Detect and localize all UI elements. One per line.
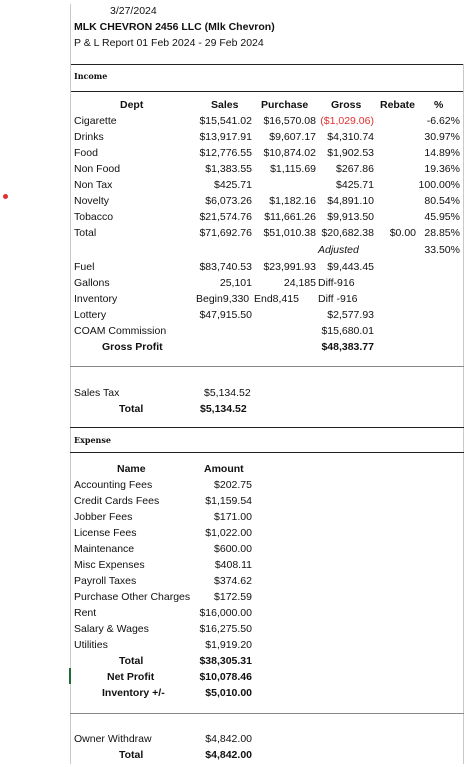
row-selection-indicator bbox=[69, 668, 71, 684]
coam-label: COAM Commission bbox=[74, 325, 167, 337]
gallons-purchased: 24,185 bbox=[283, 277, 316, 289]
inventory-label: Inventory bbox=[74, 293, 118, 305]
gallons-sold: 25,101 bbox=[219, 277, 252, 289]
inventory-diff: Diff -916 bbox=[318, 293, 358, 305]
pct-value: -6.62% bbox=[426, 115, 460, 127]
report-date: 3/27/2024 bbox=[110, 5, 157, 17]
expense-name: Salary & Wages bbox=[74, 623, 149, 635]
pct-value: 80.54% bbox=[424, 195, 460, 207]
owner-withdraw-label: Owner Withdraw bbox=[74, 733, 152, 745]
expense-amount: $1,022.00 bbox=[205, 527, 252, 539]
section-divider bbox=[70, 91, 464, 92]
dept-total-label: Total bbox=[74, 227, 97, 239]
sales-value: $6,073.26 bbox=[205, 195, 252, 207]
dept-name: Non Tax bbox=[74, 179, 113, 191]
owner-total-label: Total bbox=[119, 749, 144, 761]
row-marker-icon bbox=[3, 194, 8, 199]
pct-value: 30.97% bbox=[424, 131, 460, 143]
sales-value: $21,574.76 bbox=[199, 211, 252, 223]
purchase-value: $1,115.69 bbox=[270, 163, 316, 175]
dept-name: Drinks bbox=[74, 131, 104, 143]
fuel-sales: $83,740.53 bbox=[199, 261, 252, 273]
expense-name: Jobber Fees bbox=[74, 511, 133, 523]
dept-name: Tobacco bbox=[74, 211, 114, 223]
purchase-total: $51,010.38 bbox=[263, 227, 316, 239]
expense-name: Misc Expenses bbox=[74, 559, 145, 571]
dept-name: Novelty bbox=[74, 195, 110, 207]
gross-value: $1,902.53 bbox=[327, 147, 374, 159]
sales-value: $425.71 bbox=[214, 179, 252, 191]
gross-profit-value: $48,383.77 bbox=[321, 341, 374, 353]
expense-total-label: Total bbox=[119, 655, 144, 667]
purchase-value: $9,607.17 bbox=[269, 131, 316, 143]
pct-value: 45.95% bbox=[424, 211, 460, 223]
income-section-label: Income bbox=[74, 71, 108, 81]
gross-value: $267.86 bbox=[336, 163, 374, 175]
net-profit-label: Net Profit bbox=[107, 671, 155, 683]
lottery-gross: $2,577.93 bbox=[327, 309, 374, 321]
sales-value: $15,541.02 bbox=[199, 115, 252, 127]
col-rebate: Rebate bbox=[380, 99, 416, 111]
col-amount: Amount bbox=[204, 463, 244, 475]
owner-total-value: $4,842.00 bbox=[205, 749, 252, 761]
pct-total: 28.85% bbox=[424, 227, 460, 239]
expense-name: Purchase Other Charges bbox=[74, 591, 191, 603]
col-purchase: Purchase bbox=[261, 99, 309, 111]
gross-value: $4,891.10 bbox=[327, 195, 374, 207]
left-border bbox=[70, 4, 71, 764]
expense-section-label: Expense bbox=[74, 435, 111, 445]
gross-value: $4,310.74 bbox=[327, 131, 374, 143]
purchase-value: $11,661.26 bbox=[264, 211, 316, 223]
fuel-gross: $9,443.45 bbox=[327, 261, 374, 273]
expense-name: Payroll Taxes bbox=[74, 575, 137, 587]
report-period: P & L Report 01 Feb 2024 - 29 Feb 2024 bbox=[74, 37, 264, 49]
owner-withdraw-value: $4,842.00 bbox=[205, 733, 252, 745]
gross-total: $20,682.38 bbox=[321, 227, 374, 239]
expense-name: Accounting Fees bbox=[74, 479, 153, 491]
sales-value: $13,917.91 bbox=[199, 131, 252, 143]
coam-gross: $15,680.01 bbox=[321, 325, 374, 337]
gross-value: $425.71 bbox=[336, 179, 374, 191]
expense-amount: $600.00 bbox=[214, 543, 252, 555]
dept-name: Food bbox=[74, 147, 98, 159]
expense-name: Credit Cards Fees bbox=[74, 495, 160, 507]
expense-amount: $172.59 bbox=[214, 591, 252, 603]
section-divider bbox=[70, 452, 464, 453]
expense-amount: $171.00 bbox=[214, 511, 252, 523]
gross-value: $9,913.50 bbox=[327, 211, 374, 223]
inventory-end: End8,415 bbox=[254, 293, 299, 305]
tax-total-label: Total bbox=[119, 403, 144, 415]
sales-tax-value: $5,134.52 bbox=[204, 387, 251, 399]
rebate-total: $0.00 bbox=[389, 227, 416, 239]
sales-tax-label: Sales Tax bbox=[74, 387, 120, 399]
expense-total-value: $38,305.31 bbox=[199, 655, 252, 667]
expense-name: Maintenance bbox=[74, 543, 135, 555]
pct-value: 14.89% bbox=[424, 147, 460, 159]
inventory-change-label: Inventory +/- bbox=[102, 687, 165, 699]
col-pct: % bbox=[434, 99, 444, 111]
section-divider bbox=[70, 427, 464, 428]
expense-amount: $202.75 bbox=[214, 479, 252, 491]
col-name: Name bbox=[117, 463, 146, 475]
tax-total-value: $5,134.52 bbox=[200, 403, 247, 415]
expense-amount: $16,000.00 bbox=[199, 607, 252, 619]
inventory-change-value: $5,010.00 bbox=[205, 687, 252, 699]
purchase-value: $1,182.16 bbox=[269, 195, 316, 207]
net-profit-value: $10,078.46 bbox=[199, 671, 252, 683]
company-name: MLK CHEVRON 2456 LLC (Mlk Chevron) bbox=[74, 21, 275, 33]
expense-amount: $408.11 bbox=[214, 559, 252, 571]
expense-name: License Fees bbox=[74, 527, 137, 539]
fuel-purchase: $23,991.93 bbox=[263, 261, 316, 273]
fuel-label: Fuel bbox=[74, 261, 95, 273]
col-gross: Gross bbox=[331, 99, 362, 111]
adjusted-pct: 33.50% bbox=[424, 244, 460, 256]
inventory-begin: Begin9,330 bbox=[196, 293, 250, 305]
expense-name: Rent bbox=[74, 607, 97, 619]
purchase-value: $16,570.08 bbox=[263, 115, 316, 127]
purchase-value: $10,874.02 bbox=[263, 147, 316, 159]
expense-amount: $1,919.20 bbox=[205, 639, 252, 651]
right-border bbox=[463, 64, 464, 764]
dept-name: Non Food bbox=[74, 163, 121, 175]
expense-amount: $1,159.54 bbox=[205, 495, 252, 507]
sales-value: $12,776.55 bbox=[199, 147, 252, 159]
col-sales: Sales bbox=[211, 99, 239, 111]
expense-amount: $16,275.50 bbox=[199, 623, 252, 635]
col-dept: Dept bbox=[120, 99, 144, 111]
sales-total: $71,692.76 bbox=[199, 227, 252, 239]
gross-value-negative: ($1,029.06) bbox=[320, 115, 374, 127]
pct-value: 100.00% bbox=[418, 179, 460, 191]
gallons-diff: Diff-916 bbox=[318, 277, 355, 289]
lottery-label: Lottery bbox=[74, 309, 107, 321]
dept-name: Cigarette bbox=[74, 115, 117, 127]
section-divider bbox=[70, 64, 464, 65]
gallons-label: Gallons bbox=[74, 277, 110, 289]
sales-value: $1,383.55 bbox=[205, 163, 252, 175]
section-divider bbox=[70, 366, 464, 367]
expense-amount: $374.62 bbox=[214, 575, 252, 587]
adjusted-label: Adjusted bbox=[318, 244, 359, 256]
section-divider bbox=[70, 713, 464, 714]
pct-value: 19.36% bbox=[424, 163, 460, 175]
expense-name: Utilities bbox=[74, 639, 108, 651]
gross-profit-label: Gross Profit bbox=[102, 341, 163, 353]
lottery-sales: $47,915.50 bbox=[199, 309, 252, 321]
